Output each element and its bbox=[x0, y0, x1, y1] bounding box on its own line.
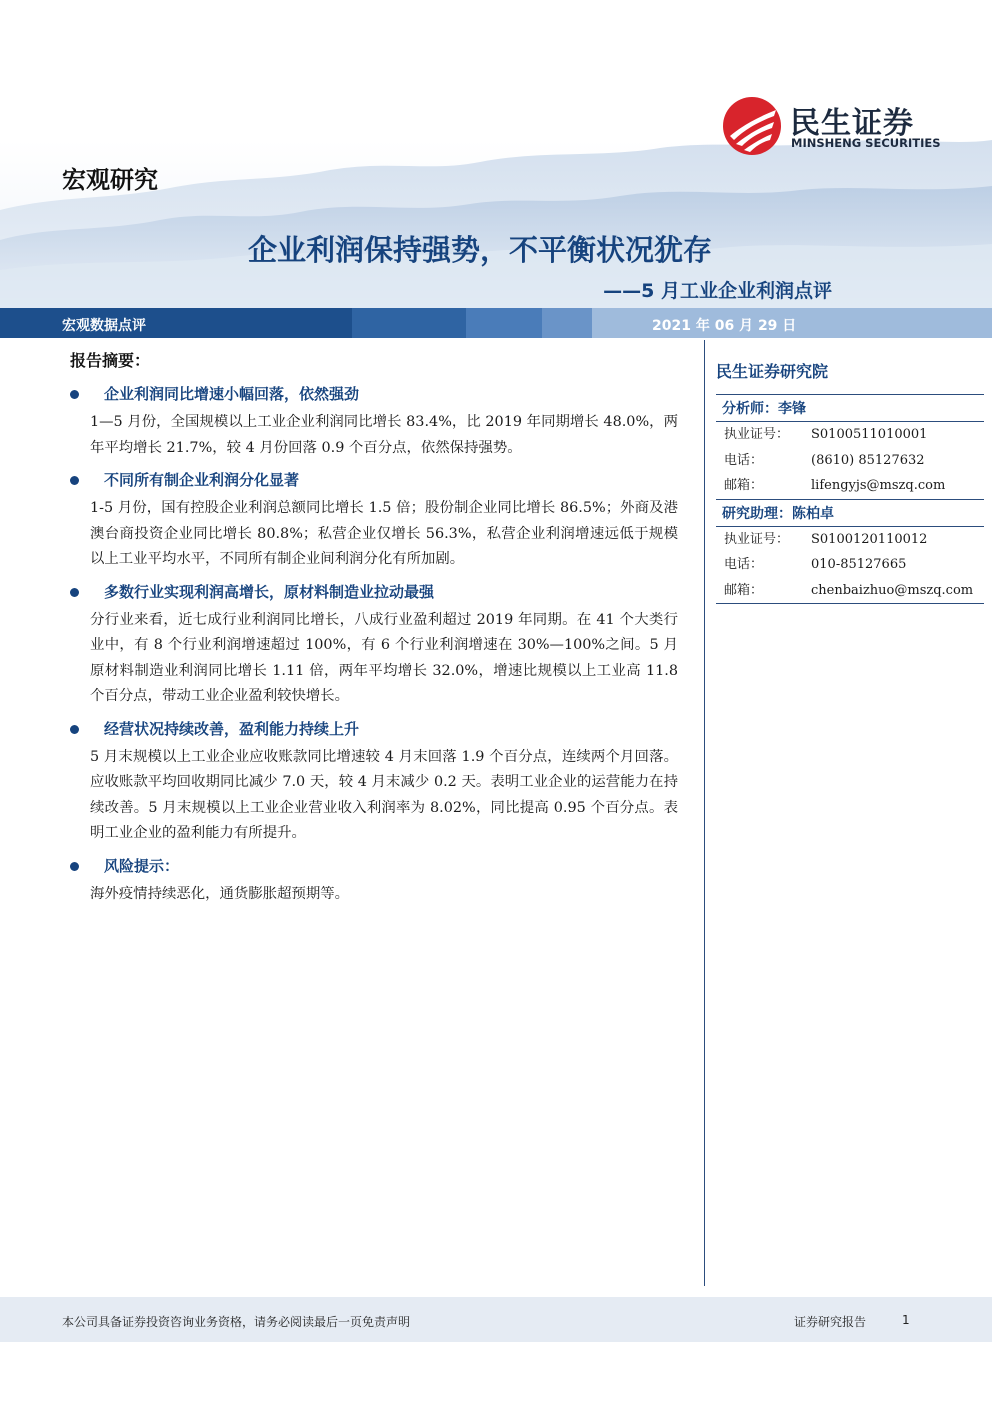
section-body: 分行业来看，近七成行业利润同比增长，八成行业盈利超过 2019 年同期。在 41 个大类行业中，有 8 个行业利润增速超过 100%，有 6 个行业利润增速在 30%—100%之间。5 月原材料制造业利润同比增长 1.11 倍，两年平均增长 32.0%，增速比规模以上工业高 11.8 个百分点，带动工业企业盈利较快增长。 bbox=[90, 611, 678, 704]
contact-value: 010-85127665 bbox=[811, 557, 907, 572]
contact-row bbox=[716, 473, 984, 499]
section-body: 海外疫情持续恶化，通货膨胀超预期等。 bbox=[90, 885, 350, 902]
section-heading bbox=[62, 378, 678, 410]
contact-key: 执业证号： bbox=[724, 531, 790, 547]
minsheng-logo-icon bbox=[722, 96, 782, 156]
contact-key: 电话： bbox=[724, 557, 764, 572]
bullet-icon bbox=[70, 390, 79, 399]
report-title: 企业利润保持强势，不平衡状况犹存 bbox=[247, 233, 712, 267]
institute-name: 民生证券研究院 bbox=[716, 362, 829, 381]
logo-text-en: MINSHENG SECURITIES bbox=[791, 136, 941, 150]
bullet-icon bbox=[70, 476, 79, 485]
contact-key: 邮箱： bbox=[724, 582, 764, 598]
report-category: 宏观研究 bbox=[62, 166, 158, 194]
section-heading-text: 经营状况持续改善，盈利能力持续上升 bbox=[104, 719, 360, 738]
section-body: 5 月末规模以上工业企业应收账款同比增速较 4 月末回落 1.9 个百分点，连续两个月回落。应收账款平均回收期同比减少 7.0 天，较 4 月末减少 0.2 天。表明工业企业的运营能力在持续改善。5 月末规模以上工业企业营业收入利润率为 8.02%，同比提高 0.95 个百分点。表明工业企业的盈利能力有所提升。 bbox=[90, 748, 678, 841]
contact-row bbox=[716, 448, 984, 474]
info-bar bbox=[0, 308, 992, 338]
contact-value: S0100511010001 bbox=[811, 427, 928, 442]
section-heading-text: 多数行业实现利润高增长，原材料制造业拉动最强 bbox=[104, 582, 435, 601]
summary-section bbox=[62, 378, 678, 461]
contact-key: 电话： bbox=[724, 452, 764, 468]
info-bar-background bbox=[0, 308, 992, 338]
section-body: 1—5 月份，全国规模以上工业企业利润同比增长 83.4%，比 2019 年同期增长 48.0%，两年平均增长 21.7%，较 4 月份回落 0.9 个百分点，依然保持强势。 bbox=[90, 414, 678, 456]
summary-section bbox=[62, 713, 678, 847]
page-number: 1 bbox=[902, 1313, 910, 1327]
summary-heading: 报告摘要： bbox=[70, 351, 151, 370]
footer-doc-type: 证券研究报告 bbox=[794, 1315, 867, 1329]
contact-value: S0100120110012 bbox=[811, 531, 928, 547]
report-subtitle: ——5 月工业企业利润点评 bbox=[603, 280, 832, 302]
contact-value: (8610) 85127632 bbox=[811, 452, 925, 468]
contact-email: lifengyjs@mszq.com bbox=[811, 478, 946, 493]
analyst-heading: 分析师：李锋 bbox=[722, 401, 806, 417]
assistant-heading: 研究助理：陈柏卓 bbox=[722, 505, 834, 522]
contact-row bbox=[716, 552, 984, 578]
section-heading-text: 不同所有制企业利润分化显著 bbox=[104, 471, 300, 489]
bullet-icon bbox=[70, 862, 79, 871]
footer-disclaimer: 本公司具备证券投资咨询业务资格，请务必阅读最后一页免责声明 bbox=[62, 1315, 411, 1329]
section-heading-text: 企业利润同比增速小幅回落，依然强劲 bbox=[104, 385, 360, 403]
summary-section bbox=[62, 464, 678, 573]
bullet-icon bbox=[70, 725, 79, 734]
report-type-label: 宏观数据点评 bbox=[62, 318, 146, 334]
sidebar bbox=[716, 356, 984, 604]
sidebar-rule bbox=[716, 603, 984, 604]
contact-key: 邮箱： bbox=[724, 478, 764, 493]
contact-row bbox=[716, 578, 984, 604]
contact-row bbox=[716, 422, 984, 448]
summary-section bbox=[62, 576, 678, 710]
section-heading bbox=[62, 713, 678, 745]
risk-section bbox=[62, 850, 678, 908]
report-date: 2021 年 06 月 29 日 bbox=[652, 318, 797, 334]
section-body: 1-5 月份，国有控股企业利润总额同比增长 1.5 倍；股份制企业同比增长 86.5%；外商及港澳台商投资企业同比增长 80.8%；私营企业仅增长 56.3%，私营企业利润增速远低于规模以上工业平均水平，不同所有制企业间利润分化有所加剧。 bbox=[90, 500, 678, 567]
contact-key: 执业证号： bbox=[724, 427, 790, 442]
summary-column bbox=[62, 344, 678, 910]
section-heading bbox=[62, 850, 678, 882]
contact-row bbox=[716, 527, 984, 553]
column-divider bbox=[704, 340, 705, 1286]
bullet-icon bbox=[70, 588, 79, 597]
company-logo bbox=[722, 96, 952, 156]
contact-email: chenbaizhuo@mszq.com bbox=[811, 582, 974, 598]
section-heading-text: 风险提示： bbox=[104, 856, 180, 875]
logo-text-cn: 民生证券 bbox=[790, 106, 914, 141]
page-footer bbox=[0, 1297, 992, 1342]
section-heading bbox=[62, 576, 678, 608]
section-heading bbox=[62, 464, 678, 496]
